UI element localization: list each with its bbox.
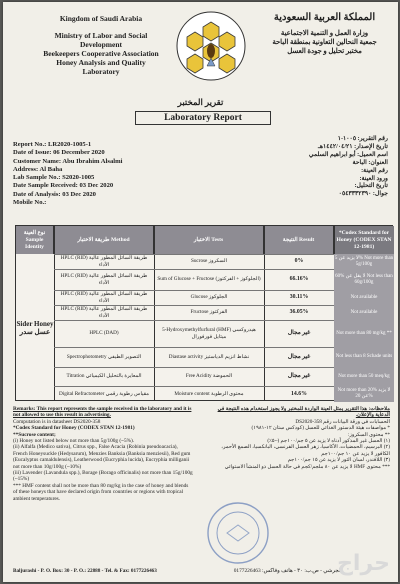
mobile-number-ar: جوال: ٠٥٤٣٣٣٢٣٩٠ (338, 191, 388, 198)
report-number-ar: رقم التقرير: ١٠٠٥-١ (337, 136, 388, 142)
customer-address-ar: العنوان: الباحة (352, 159, 388, 166)
header-result: النتيجة Result (264, 226, 334, 254)
notes-arabic-line: ** محتوى السكروز: (347, 431, 390, 438)
laboratory-logo-icon (171, 8, 251, 84)
method-cell: HPLC (RID) طريقة السائل المطور عالية الأداء (60, 306, 148, 319)
header-method: طريقة الاختبار Method (54, 226, 154, 254)
date-of-analysis: Date of Analysis: 03 Dec 2020 (13, 190, 96, 198)
date-sample-received-ar: ورود العينة: (359, 175, 388, 182)
report-info-arabic (278, 136, 388, 199)
header-sample-identity: نوع العينة Sample Identity (16, 226, 54, 254)
test-cell: Sum of Glucose + Fructose (الجلوكوز + الفركتوز) (157, 276, 261, 283)
test-cell: Sucrose السكروز (190, 258, 228, 265)
remarks-line: (iii) Lavender (Lavandula spp.), Borage (Borago officinalis) not more than 15g/100g (~15%) (13, 470, 193, 483)
date-of-analysis-ar: تاريخ التحليل: (354, 183, 388, 190)
customer-address: Address: Al Baha (13, 165, 63, 173)
header-lab-en-2: Laboratory (82, 67, 120, 76)
notes-arabic-line: (٢) البرسيم، الحمضيات، الأكاسيا، زهر العسل الفرنسي، البانكسيا، الصمغ الأحمر، الكافور لا يزيد عن ١٠ جم/١٠٠جم (221, 444, 390, 457)
header-lab-en-1: Honey Analysis and Quality (56, 58, 146, 67)
notes-arabic-line: (١) العسل غير المذكور أدناه لا يزيد عن ٥ جم/١٠٠جم (~٥٪) (267, 438, 390, 445)
notes-arabic-line: الحسابات في ورقة البيانات رقم DS2020-358 (295, 418, 390, 425)
date-sample-received: Date Sample Received: 03 Dec 2020 (13, 182, 114, 190)
remarks-section (13, 406, 193, 502)
date-of-issue: Date of Issue: 06 December 2020 (13, 149, 105, 157)
lab-sample-number-ar: رقم العينة: (361, 167, 388, 174)
remarks-line: Computation is in datasheet DS2020-358 (13, 418, 101, 425)
remarks-line: *** HMF content shall not be more than 80 mg/kg in the case of honey and blends of these honeys that have declared origin from countries or regions with tropical ambient temperatures. (13, 482, 189, 502)
standard-cell: Not more than 50 meq/kg (334, 367, 394, 386)
customer-name-ar: اسم العميل: أبو ابراهيم السلمي (308, 151, 388, 158)
header-codex-standard: *Codex Standard for Honey (CODEX STAN 12-1981) (334, 226, 394, 254)
footer-address: Baljurashi - P. O. Box: 30 - P. O.: 22888 - Tel. & Fax: 0177226463 (13, 568, 157, 574)
test-cell: Moisture content محتوى الرطوبة (174, 390, 244, 397)
remarks-line: (ii) Alfalfa (Medico sativa), Citrus spp., False Acacia (Robinia pseudoacacia), French Honeysuckle (Hedysarum), Menzies Banksia (Banksia menziesii), Red gum (Eucalyptus camaldulensis), Leatherwood (Eucryphia lucida), Eucryphia milliganii not more than 10g/100g (~10%) (13, 444, 191, 470)
header-arabic (257, 12, 392, 56)
standard-cell: Not more than 80 mg/kg ** (334, 320, 394, 347)
result-cell: غير مجال (287, 353, 311, 360)
header-english (31, 14, 171, 76)
report-info-english (13, 141, 122, 207)
sample-identity-cell (16, 254, 54, 402)
result-cell: 14.6% (291, 390, 307, 397)
report-title-english: Laboratory Report (135, 111, 271, 125)
result-cell: 36.05% (289, 309, 309, 316)
column-divider (154, 226, 155, 400)
remarks-line: (i) Honey not listed below not more than 5g/100g (~5%). (13, 438, 135, 445)
customer-name: Customer Name: Abu Ibrahim Alsalmi (13, 157, 123, 165)
lab-report-page (3, 2, 398, 582)
method-cell: Spectrophotometry التصوير الطيفي (66, 353, 142, 360)
method-cell: HPLC (DAD) (89, 330, 119, 337)
notes-arabic-section (212, 406, 390, 470)
standard-cell: Not available (334, 290, 394, 305)
association-stamp-icon (203, 498, 273, 568)
header-lab-ar: مختبر تحليل و جودة العسل (287, 48, 362, 55)
notes-arabic-line: *** محتوى HMF لا يزيد عن ٨٠ ملجم/كجم في حالة العسل ذو المنشأ الاستوائي (224, 463, 390, 470)
notes-arabic-line: * مواصفات هيئة الدستور الغذائي للعسل (كودكس ستان ١٢-١٩٨١) (251, 425, 390, 432)
column-divider (264, 226, 265, 400)
notes-arabic-title: ملاحظات: هذا التقرير يمثل العينة الواردة للمختبر ولا يجوز استخدام هذه النتيجة في الدعاية والإعلان. (217, 406, 390, 419)
standard-cell: 60% لا يقل عن Not less than 60g/100g (334, 269, 394, 290)
footer-address-arabic: بلجرشي - ص.ب: ٣٠ - هاتف وفاكس: 0177226463 (233, 568, 342, 574)
report-title-arabic: تقرير المختبر (177, 97, 224, 107)
test-cell: Free Acidity الحموضة (185, 373, 233, 380)
result-cell: 0% (294, 258, 304, 265)
test-cell: Diastase activity نشاط انزيم الدياستيز (168, 353, 250, 360)
method-cell: HPLC (RID) طريقة السائل المطور عالية الأداء (60, 291, 148, 304)
header-ministry-en-1: Ministry of Labor and Social (54, 31, 148, 40)
results-table (15, 225, 393, 401)
mobile-number: Mobile No.: (13, 199, 47, 207)
header-association-en: Beekeepers Cooperative Association (43, 49, 159, 58)
sample-name: Sider Honey (16, 320, 54, 328)
header-association-ar: جمعية النحالين التعاونية بمنطقة الباحة (272, 39, 377, 46)
report-number: Report No.: LR2020-1005-1 (13, 141, 92, 148)
result-cell: 66.16% (289, 276, 309, 283)
method-cell: Titration المعايرة بالتحليل الكيميائي (66, 373, 142, 380)
standard-cell: لا يزيد عن 5% Not more than 5g/100g (334, 254, 394, 269)
method-cell: HPLC (RID) طريقة السائل المطور عالية الأداء (60, 273, 148, 286)
lab-sample-number: Lab Sample No.: S2020-1005 (13, 174, 95, 182)
notes-arabic-line: (٣) اللافندر، لسان الثور لا يزيد عن ١٥ جم/١٠٠جم (287, 457, 390, 464)
method-cell: HPLC (RID) طريقة السائل المطور عالية الأداء (60, 255, 148, 268)
date-of-issue-ar: تاريخ الإصدار: ١٤٤٢/٠٤/٢١هـ (318, 143, 388, 150)
header-country-ar: المملكة العربية السعودية (273, 12, 376, 23)
result-cell: غير مجال (287, 373, 311, 380)
header-country-en: Kingdom of Saudi Arabia (59, 14, 143, 23)
column-divider (54, 226, 55, 400)
remarks-line: *Codex Standard for Honey (CODEX STAN 12-1981) (13, 425, 135, 432)
header-tests: الاختبار Tests (154, 226, 264, 254)
watermark-text: حراج (337, 551, 390, 576)
header-ministry-en-2: Development (79, 40, 123, 49)
result-cell: غير مجال (287, 330, 311, 337)
header-ministry-ar: وزارة العمل و التنمية الاجتماعية (280, 30, 369, 37)
standard-cell: Not more than 20% لا يزيد عن 20% (334, 386, 394, 402)
test-cell: Glucose الجلوكوز (190, 294, 228, 301)
remarks-title: Remarks: This report represents the sample received in the laboratory and it is not allowed to use this result in advertising. (13, 406, 192, 419)
test-cell: Fructose الفركتوز (190, 309, 228, 316)
standard-cell: Not available (334, 305, 394, 320)
method-cell: Digital Refractometer مقياس رطوبة رقمي (59, 390, 149, 397)
test-cell: 5-Hydroxymethylfurfural (HMF) هيدروكسي ميثايل فورفورال (162, 327, 256, 340)
standard-cell: Not less than 8 Schade units (334, 347, 394, 367)
remarks-line: **Sucrose content; (13, 431, 56, 438)
sample-name-arabic: عسل سدر (19, 328, 51, 336)
result-cell: 30.11% (289, 294, 309, 301)
